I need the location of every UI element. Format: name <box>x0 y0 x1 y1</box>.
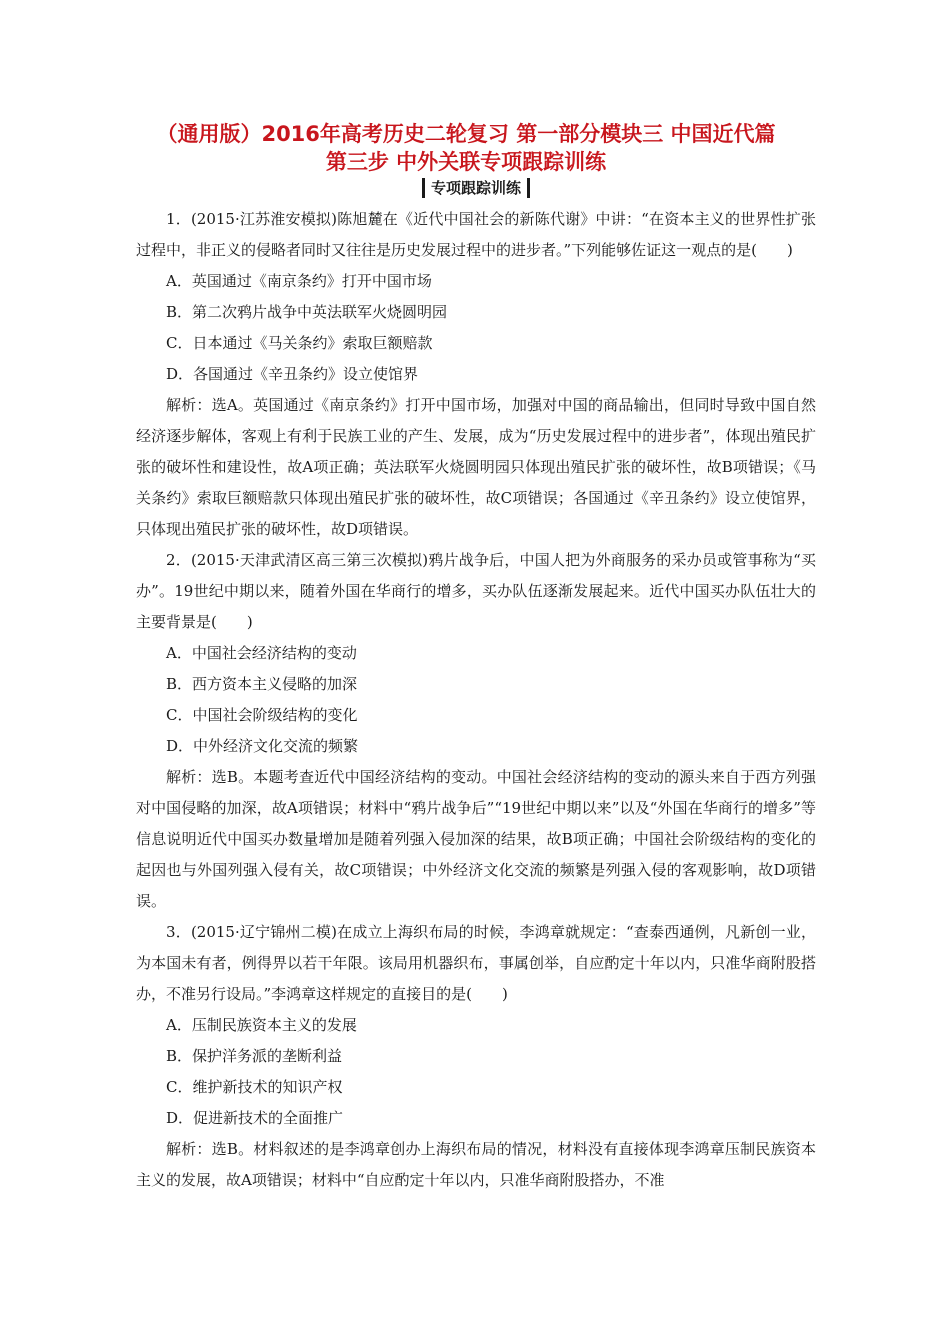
document-page <box>136 120 816 1196</box>
option-a: A．压制民族资本主义的发展 <box>166 1016 357 1034</box>
option-a: A．英国通过《南京条约》打开中国市场 <box>166 272 432 290</box>
title-line-2: 第三步 中外关联专项跟踪训练 <box>325 150 607 174</box>
question-analysis: 解析：选B。本题考查近代中国经济结构的变动。中国社会经济结构的变动的源头来自于西方列强对中国侵略的加深，故A项错误；材料中“鸦片战争后”“19世纪中期以来”以及“外国在华商行的增多”等信息说明近代中国买办数量增加是随着列强入侵加深的结果，故B项正确；中国社会阶级结构的变化的起因也与外国列强入侵有关，故C项错误；中外经济文化交流的频繁是列强入侵的客观影响，故D项错误。 <box>136 768 816 910</box>
option-c: C．日本通过《马关条约》索取巨额赔款 <box>166 334 433 352</box>
option-c: C．中国社会阶级结构的变化 <box>166 706 358 724</box>
question-2 <box>136 545 816 917</box>
option-b: B．保护洋务派的垄断利益 <box>166 1047 343 1065</box>
option-b: B．第二次鸦片战争中英法联军火烧圆明园 <box>166 303 448 321</box>
option-b: B．西方资本主义侵略的加深 <box>166 675 358 693</box>
section-badge-row <box>136 178 816 198</box>
option-c: C．维护新技术的知识产权 <box>166 1078 343 1096</box>
question-stem: 1．(2015·江苏淮安模拟)陈旭麓在《近代中国社会的新陈代谢》中讲：“在资本主义的世界性扩张过程中，非正义的侵略者同时又往往是历史发展过程中的进步者。”下列能够佐证这一观点的是( ) <box>136 210 816 259</box>
question-stem: 3．(2015·辽宁锦州二模)在成立上海织布局的时候，李鸿章就规定：“查泰西通例，凡新创一业，为本国未有者，例得畀以若干年限。该局用机器织布，事属创举，自应酌定十年以内，只准华商附股搭办，不准另行设局。”李鸿章这样规定的直接目的是( ) <box>136 923 816 1003</box>
question-analysis: 解析：选A。英国通过《南京条约》打开中国市场，加强对中国的商品输出，但同时导致中国自然经济逐步解体，客观上有利于民族工业的产生、发展，成为“历史发展过程中的进步者”，体现出殖民扩张的破坏性和建设性，故A项正确；英法联军火烧圆明园只体现出殖民扩张的破坏性，故B项错误；《马关条约》索取巨额赔款只体现出殖民扩张的破坏性，故C项错误；各国通过《辛丑条约》设立使馆界，只体现出殖民扩张的破坏性，故D项错误。 <box>136 396 816 538</box>
option-d: D．中外经济文化交流的频繁 <box>166 737 359 755</box>
question-1 <box>136 204 816 545</box>
option-a: A．中国社会经济结构的变动 <box>166 644 357 662</box>
section-badge: 专项跟踪训练 <box>422 178 530 198</box>
question-analysis: 解析：选B。材料叙述的是李鸿章创办上海织布局的情况，材料没有直接体现李鸿章压制民族资本主义的发展，故A项错误；材料中“自应酌定十年以内，只准华商附股搭办，不准 <box>136 1140 816 1189</box>
question-3 <box>136 917 816 1196</box>
option-d: D．各国通过《辛丑条约》设立使馆界 <box>166 365 419 383</box>
option-d: D．促进新技术的全面推广 <box>166 1109 344 1127</box>
question-stem: 2．(2015·天津武清区高三第三次模拟)鸦片战争后，中国人把为外商服务的采办员或管事称为“买办”。19世纪中期以来，随着外国在华商行的增多，买办队伍逐渐发展起来。近代中国买办队伍壮大的主要背景是( ) <box>136 551 816 631</box>
document-title <box>96 120 836 176</box>
title-line-1: （通用版）2016年高考历史二轮复习 第一部分模块三 中国近代篇 <box>156 122 776 146</box>
